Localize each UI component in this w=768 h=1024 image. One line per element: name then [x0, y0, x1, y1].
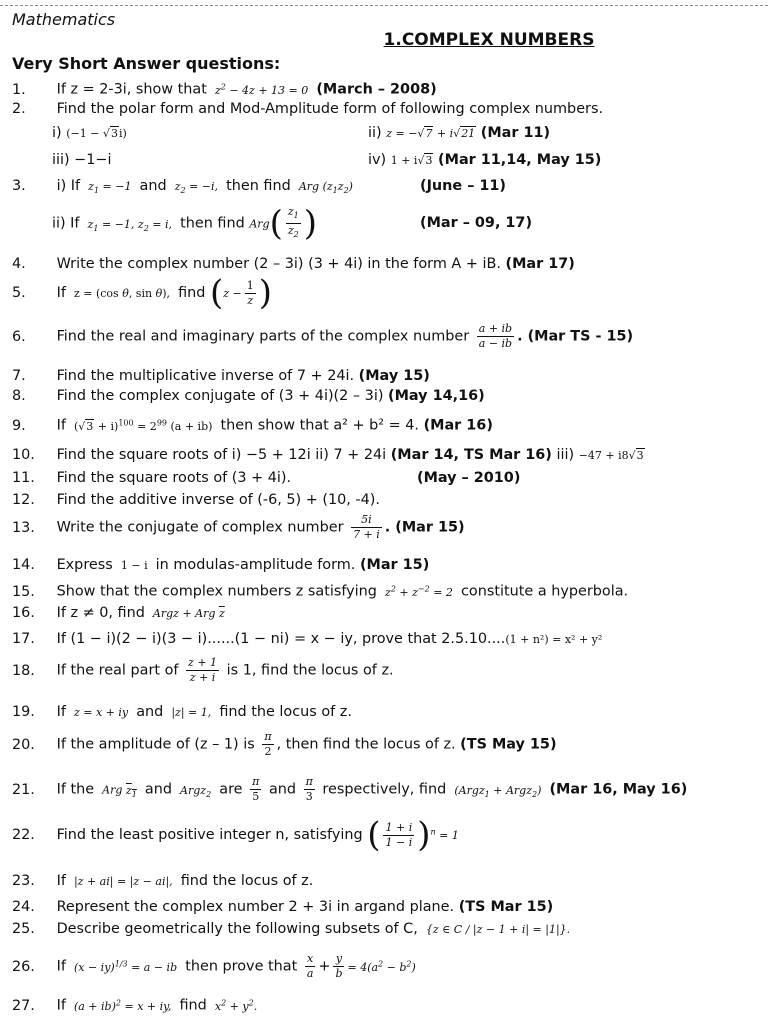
- question-21: 21. If the Arg $z_1$ and Argz$_2$ are $\frac{\pi}{5}$ and $\frac{\pi}{3}$ respectively, find (Argz$_1$ + Argz$_2$) (Mar 16, May 16): [12, 775, 688, 803]
- question-8: 8. Find the complex conjugate of (3 + 4i)(2 – 3i) (May 14,16): [12, 388, 485, 404]
- page-title: [0, 30, 768, 50]
- exam-tag: (March – 2008): [316, 81, 437, 98]
- question-22: 22. Find the least positive integer n, satisfying ( $\frac{1 + i}{1 - i}$ )$^n$ = 1: [12, 815, 459, 855]
- page-title-text: 1.COMPLEX NUMBERS: [383, 30, 595, 50]
- exam-tag: (Mar – 09, 17): [420, 215, 533, 231]
- question-12: 12. Find the additive inverse of (-6, 5) + (10, -4).: [12, 492, 380, 508]
- question-1: [12, 78, 760, 100]
- question-2: [12, 100, 760, 118]
- section-heading: Very Short Answer questions:: [12, 54, 281, 73]
- question-24: 24. Represent the complex number 2 + 3i in argand plane. (TS Mar 15): [12, 899, 554, 915]
- question-13: 13. Write the conjugate of complex number $\frac{5i}{7 + i}$ . (Mar 15): [12, 513, 465, 541]
- question-26: 26. If (x − iy)$^{1/3}$ = a − ib then prove that $\frac{x}{a}$ + $\frac{y}{b}$ = $4(a^2 - b^2)$: [12, 952, 416, 980]
- question-3: 3. i) If $z_1 = -1$ and $z_2 = -i$, then find Arg $(z_1z_2)$ (June – 11): [12, 178, 506, 196]
- q2-part-i: i) (−1 − √3i): [52, 125, 127, 141]
- question-number: 2.: [12, 101, 26, 117]
- q2-part-iii: iii) −1−i: [52, 152, 112, 168]
- question-17: 17. If (1 − i)(2 − i)(3 − i)......(1 − ni) = x − iy, prove that 2.5.10....(1 + n²) = x² + y²: [12, 631, 603, 647]
- question-6: 6. Find the real and imaginary parts of the complex number $\frac{a + ib}{a - ib}$ . (Mar TS - 15): [12, 322, 634, 350]
- question-15: 15. Show that the complex numbers z satisfying $z^2 + z^{-2} = 2$ constitute a hyperbola.: [12, 583, 629, 600]
- question-14: 14. Express 1 − i in modulas-amplitude form. (Mar 15): [12, 557, 430, 573]
- question-number: 3.: [12, 178, 26, 194]
- question-9: 9. If $(√3 + i)^{100} = 2^{99}$ (a + ib) then show that a² + b² = 4. (Mar 16): [12, 417, 493, 434]
- subject-label: Mathematics: [12, 10, 116, 29]
- math-expression: $z^2 - 4z + 13 = 0$: [211, 82, 312, 97]
- question-20: 20. If the amplitude of (z – 1) is $\frac{\pi}{2}$ , then find the locus of z. (TS May 15): [12, 730, 557, 758]
- question-16: 16. If z ≠ 0, find Argz + Arg $\overline{z}$: [12, 605, 225, 621]
- question-18: 18. If the real part of $\frac{z + 1}{z + i}$ is 1, find the locus of z.: [12, 656, 394, 684]
- question-5: 5. If z = (cos θ, sin θ), find (z − $\frac{1}{z}$ ): [12, 273, 273, 313]
- question-number: 1.: [12, 81, 26, 98]
- question-11: 11. Find the square roots of (3 + 4i). (May – 2010): [12, 470, 521, 486]
- top-dashed-rule: [0, 5, 768, 6]
- question-23: 23. If |z + ai| = |z − ai|, find the locus of z.: [12, 873, 314, 889]
- question-text: Find the polar form and Mod-Amplitude form of following complex numbers.: [56, 101, 604, 117]
- question-25: 25. Describe geometrically the following subsets of C, {z ∈ C / |z − 1 + i| = |1|}.: [12, 921, 571, 937]
- question-10: 10. Find the square roots of i) −5 + 12i ii) 7 + 24i (Mar 14, TS Mar 16) iii) −47 + i8√3: [12, 447, 644, 463]
- question-text: If z = 2-3i, show that: [56, 81, 207, 98]
- q2-part-ii: ii) z = −√7 + i√21 (Mar 11): [368, 125, 551, 141]
- question-3-part-ii: ii) If $z_1 = -1$, $z_2 = i$, then find Arg( $\frac{z_1}{z_2}$ ): [52, 203, 317, 244]
- question-19: 19. If z = x + iy and |z| = 1, find the locus of z.: [12, 704, 352, 720]
- question-7: 7. Find the multiplicative inverse of 7 + 24i. (May 15): [12, 368, 430, 384]
- question-4: 4. Write the complex number (2 – 3i) (3 + 4i) in the form A + iB. (Mar 17): [12, 256, 575, 272]
- question-27: 27. If (a + ib)$^2$ = x + iy, find $x^2 + y^2$.: [12, 997, 258, 1014]
- q2-part-iv: iv) 1 + i√3 (Mar 11,14, May 15): [368, 152, 602, 168]
